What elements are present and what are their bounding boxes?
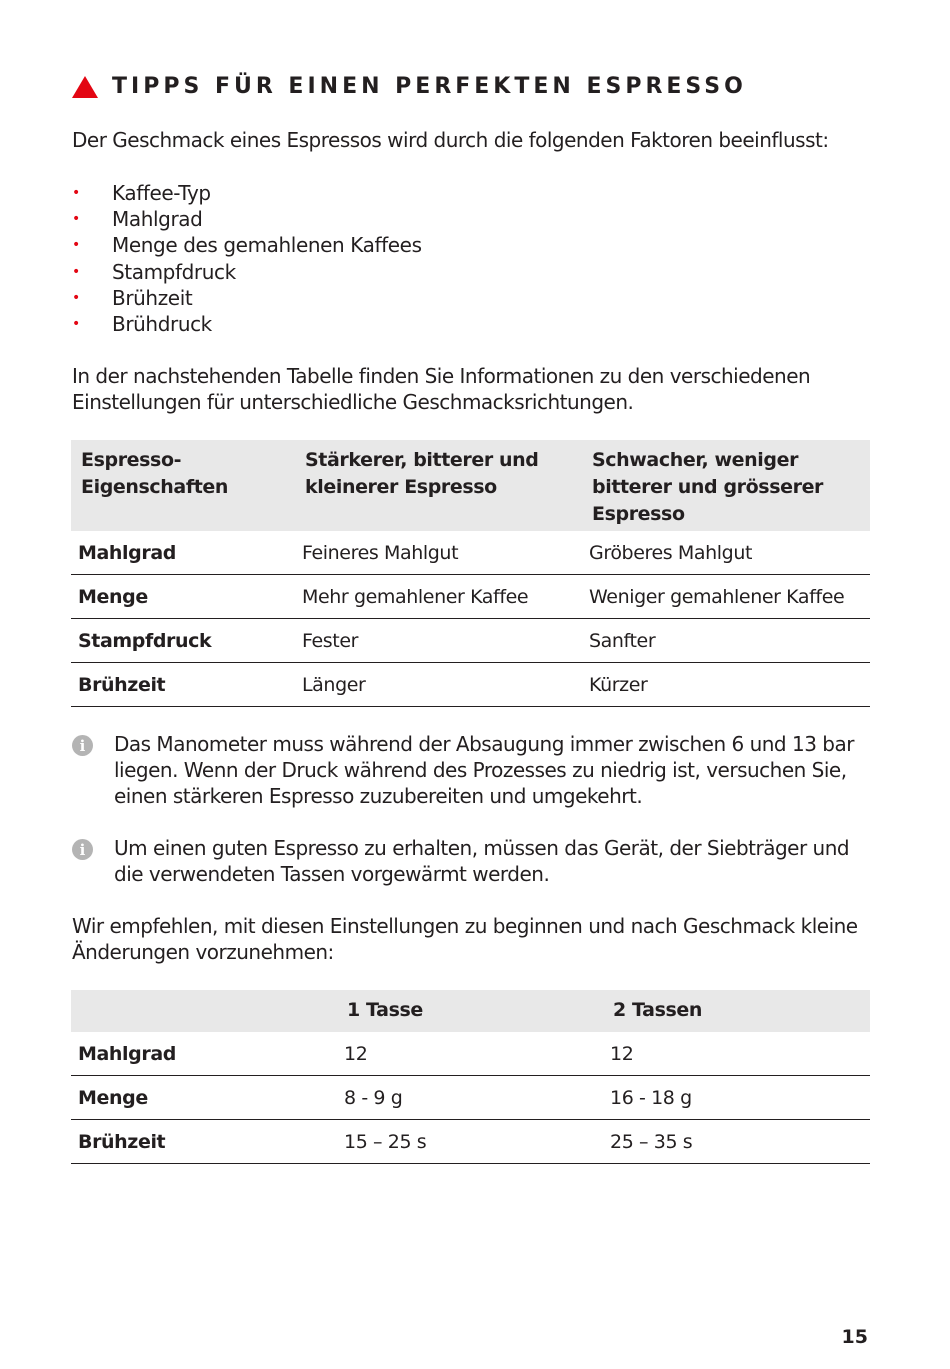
table-header-cell: 1 Tasse: [337, 990, 603, 1032]
factor-list: [72, 180, 422, 337]
bullet-icon: •: [72, 289, 80, 306]
info-note: [72, 731, 882, 809]
table-cell: 8 - 9 g: [337, 1076, 603, 1120]
info-note-text: Um einen guten Espresso zu erhalten, müssen das Gerät, der Siebträger und die verwendeten Tassen vorgewärmt werden.: [114, 836, 850, 886]
table-cell: 12: [603, 1032, 870, 1076]
table-header-cell: Stärkerer, bitterer und kleinerer Espresso: [295, 440, 582, 531]
bullet-icon: •: [72, 185, 80, 201]
page-number: 15: [841, 1326, 868, 1348]
list-item: • Mahlgrad: [72, 207, 203, 232]
section-title: TIPPS FÜR EINEN PERFEKTEN ESPRESSO: [112, 74, 747, 99]
table-row: [71, 1120, 870, 1164]
table-cell: Gröberes Mahlgut: [582, 531, 870, 575]
info-note-text: Das Manometer muss während der Absaugung immer zwischen 6 und 13 bar liegen. Wenn der Druck während des Prozesses zu niedrig ist, versuchen Sie, einen stärkeren Espresso zuzubereiten und umgekehrt.: [114, 732, 854, 808]
table-cell: Sanfter: [582, 619, 870, 663]
table-cell: Feineres Mahlgut: [295, 531, 582, 575]
table-cell: Mehr gemahlener Kaffee: [295, 575, 582, 619]
table-row: [71, 1032, 870, 1076]
row-label: Stampfdruck: [71, 619, 295, 663]
row-label: Mahlgrad: [71, 531, 295, 575]
table-cell: 25 – 35 s: [603, 1120, 870, 1164]
warning-triangle-icon: [72, 76, 98, 98]
table-row: [71, 619, 870, 663]
info-icon: i: [72, 735, 93, 756]
table-row: [71, 575, 870, 619]
table-header-cell: Espresso- Eigenschaften: [71, 440, 295, 531]
table-header-cell: 2 Tassen: [603, 990, 870, 1032]
bullet-icon: •: [72, 263, 80, 280]
bullet-icon: •: [72, 211, 80, 228]
recommendation-text: Wir empfehlen, mit diesen Einstellungen zu beginnen und nach Geschmack kleine Änderungen vorzunehmen:: [72, 914, 858, 964]
table-cell: Länger: [295, 663, 582, 707]
table-row: [71, 1076, 870, 1120]
row-label: Menge: [71, 1076, 337, 1120]
table-row: [71, 531, 870, 575]
section-heading: [72, 74, 747, 99]
table-header-row: [71, 990, 870, 1032]
table-intro-text: In der nachstehenden Tabelle finden Sie Informationen zu den verschiedenen Einstellungen für unterschiedliche Geschmacksrichtungen.: [72, 364, 811, 414]
list-item: • Brühdruck: [72, 312, 212, 337]
info-note: [72, 835, 882, 887]
espresso-properties-table: [71, 440, 870, 707]
row-label: Mahlgrad: [71, 1032, 337, 1076]
settings-table: [71, 990, 870, 1164]
row-label: Brühzeit: [71, 663, 295, 707]
bullet-icon: •: [72, 237, 80, 254]
table-cell: Kürzer: [582, 663, 870, 707]
table-cell: Fester: [295, 619, 582, 663]
bullet-icon: •: [72, 316, 80, 333]
list-item: • Stampfdruck: [72, 259, 236, 284]
table-header-cell: Schwacher, weniger bitterer und grösserer Espresso: [582, 440, 870, 531]
intro-text: Der Geschmack eines Espressos wird durch die folgenden Faktoren beeinflusst:: [72, 128, 829, 152]
table-row: [71, 663, 870, 707]
table-cell: 15 – 25 s: [337, 1120, 603, 1164]
list-item: • Brühzeit: [72, 285, 193, 310]
table-header-cell: [71, 990, 337, 1032]
table-cell: 12: [337, 1032, 603, 1076]
list-item: • Menge des gemahlenen Kaffees: [72, 233, 422, 258]
table-cell: 16 - 18 g: [603, 1076, 870, 1120]
row-label: Menge: [71, 575, 295, 619]
table-header-row: [71, 440, 870, 531]
info-icon: i: [72, 839, 93, 860]
row-label: Brühzeit: [71, 1120, 337, 1164]
table-cell: Weniger gemahlener Kaffee: [582, 575, 870, 619]
list-item: • Kaffee-Typ: [72, 181, 211, 205]
